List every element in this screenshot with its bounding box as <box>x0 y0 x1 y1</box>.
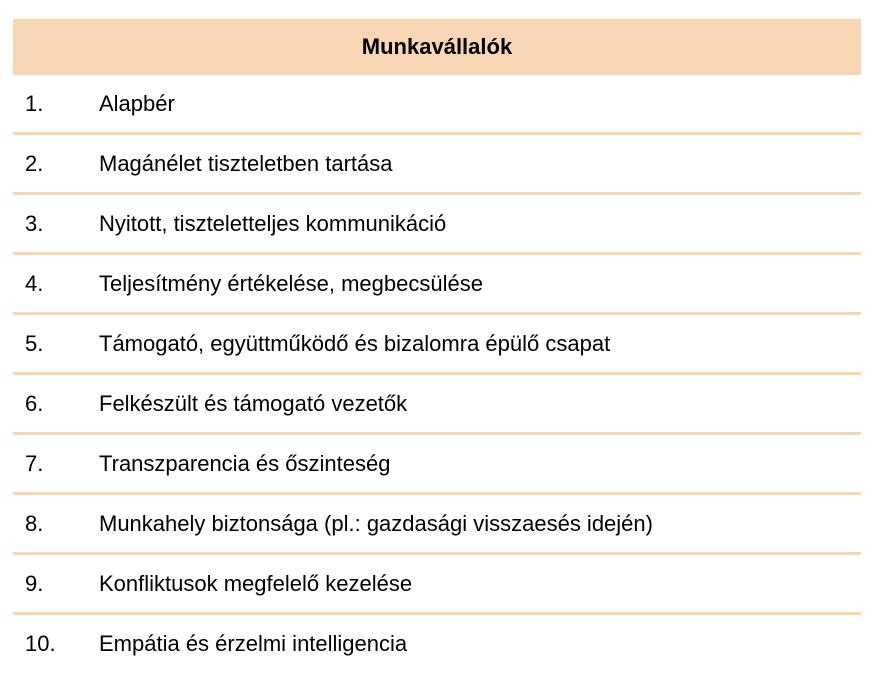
row-text: Konfliktusok megfelelő kezelése <box>99 570 413 596</box>
row-text: Teljesítmény értékelése, megbecsülése <box>99 270 483 296</box>
table-row <box>13 255 861 315</box>
row-number: 2. <box>25 150 44 176</box>
row-text: Munkahely biztonsága (pl.: gazdasági visszaesés idején) <box>99 510 653 536</box>
table-row <box>13 135 861 195</box>
row-number: 1. <box>25 90 44 116</box>
table-row <box>13 315 861 375</box>
row-text: Empátia és érzelmi intelligencia <box>99 630 408 656</box>
row-number: 7. <box>25 450 44 476</box>
table-row <box>13 495 861 555</box>
employee-priorities-table <box>13 19 861 672</box>
row-text: Felkészült és támogató vezetők <box>99 390 408 416</box>
row-text: Nyitott, tiszteletteljes kommunikáció <box>99 210 447 236</box>
row-text: Magánélet tiszteletben tartása <box>99 150 393 176</box>
table-row <box>13 75 861 135</box>
row-number: 3. <box>25 210 44 236</box>
row-text: Transzparencia és őszinteség <box>99 450 391 476</box>
row-number: 9. <box>25 570 44 596</box>
row-text: Alapbér <box>99 90 175 116</box>
row-number: 4. <box>25 270 44 296</box>
row-text: Támogató, együttműködő és bizalomra épülő csapat <box>99 330 611 356</box>
table-row <box>13 375 861 435</box>
table-row <box>13 615 861 672</box>
row-number: 6. <box>25 390 44 416</box>
table-header: Munkavállalók <box>13 19 861 75</box>
table-row <box>13 435 861 495</box>
row-number: 10. <box>25 630 56 656</box>
row-number: 5. <box>25 330 44 356</box>
row-number: 8. <box>25 510 44 536</box>
table-row <box>13 555 861 615</box>
table-row <box>13 195 861 255</box>
